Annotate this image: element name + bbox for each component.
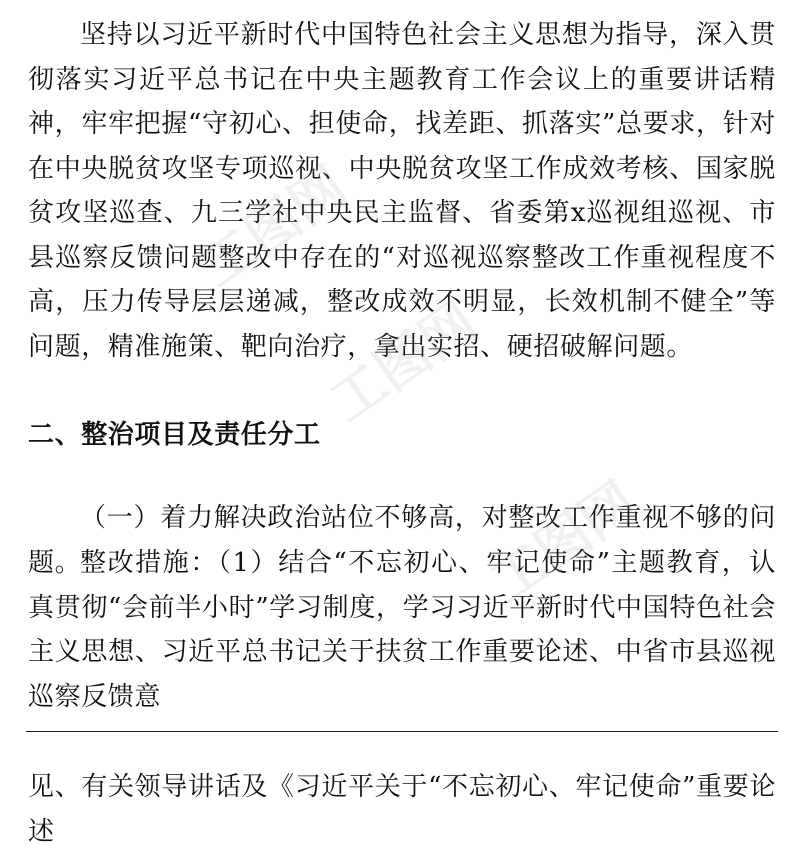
watermark-mark: 工图网 xyxy=(478,469,648,615)
intro-paragraph: 坚持以习近平新时代中国特色社会主义思想为指导，深入贯彻落实习近平总书记在中央主题教育工作会议上的重要讲话精神，牢牢把握“守初心、担使命，找差距、抓落实”总要求，针对在中央脱贫攻坚专项巡视、中央脱贫攻坚工作成效考核、国家脱贫攻坚巡查、九三学社中央民主监督、省委第x巡视组巡视、市县巡察反馈问题整改中存在的“对巡视巡察整改工作重视程度不高，压力传导层层递减，整改成效不明显，长效机制不健全”等问题，精准施策、靶向治疗，拿出实招、硬招破解问题。 xyxy=(28,20,776,362)
page-break-line xyxy=(26,731,778,732)
measures-paragraph: 整改措施：（1）结合“不忘初心、牢记使命”主题教育，认真贯彻“会前半小时”学习制度，学习习近平新时代中国特色社会主义思想、习近平总书记关于扶贫工作重要论述、中省市县巡视巡察反馈意 xyxy=(28,548,776,712)
next-page-text: 见、有关领导讲话及《习近平关于“不忘初心、牢记使命”重要论述 xyxy=(28,772,776,847)
section-heading: 二、整治项目及责任分工 xyxy=(28,420,321,450)
watermark-mark: 工图网 xyxy=(188,154,358,300)
subsection-heading: （一）着力解决政治站位不够高，对整改工作重视不够的问题。 xyxy=(28,503,776,578)
watermark-mark: 工图网 xyxy=(318,289,488,435)
